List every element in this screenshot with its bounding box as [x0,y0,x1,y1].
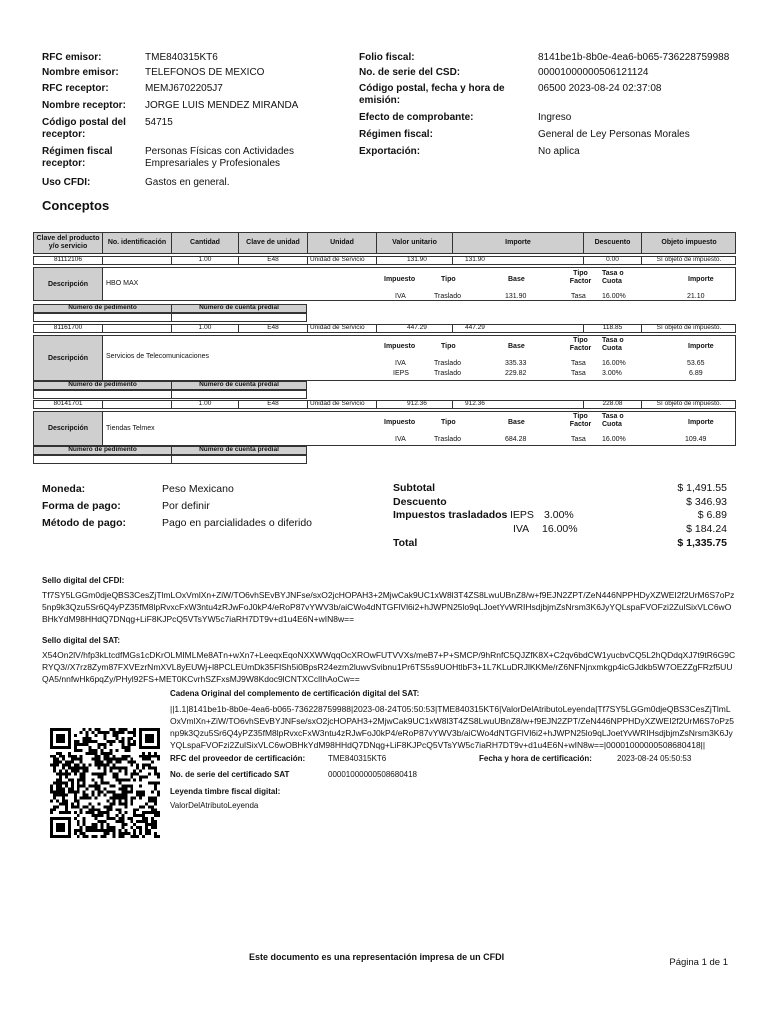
tax-impuesto: IVA [395,293,406,300]
page-number: Página 1 de 1 [669,957,728,968]
cell-clave: 80141701 [34,400,103,409]
descripcion-value: Servicios de Telecomunicaciones [106,353,209,360]
tax-hdr-base: Base [508,419,525,426]
tax-tasa: 16.00% [602,293,626,300]
value-metodo-pago: Pago en parcialidades o diferido [162,517,313,529]
tax-importe: 53.65 [687,360,705,367]
tax-importe: 21.10 [687,293,705,300]
tax-hdr-tasa-cuota: Tasa o Cuota [602,270,624,285]
value-sello-cfdi: Tf7SY5LGGm0djeQBS3CesZjTlmLOxVmlXn+ZiW/TO6vhSEvBYJNFse/sxO2jcHOPAH3+2MjwCak9UC1xW8l3T4ZS8LwuUBnZ8/w+f9EJN2ZPT/ZeN446NPPHDyXZWEI2f2UrM6S7oPz5np9k3Qzu5Sr6Q4yPZ35fM8lpRvxcFxW3ntu4zRJwFoJ0kP4/eRoP87vYWV3b/aiCWo4dNTGFlVl6i2+hJWPN25lo9qLJoetYvWRIHsdjbjmZsNrsm3K6JyYQLspaFVOFzi2ZulSixVLC6wOBHkYdM98HHdQ7DNqg+LiF8KJPcQ5VTsYW5c7iaRH7DT9v+d1u4E6N+wIN8w== [42,590,735,624]
tax-hdr-tipo: Tipo [441,276,456,283]
cell-descuento: 228.08 [584,400,642,409]
tax-base: 335.33 [505,360,527,367]
label-impuestos-trasladados: Impuestos trasladados [393,509,508,521]
value-nombre-emisor: TELEFONOS DE MEXICO [145,67,265,78]
tax-tipo: Traslado [434,293,461,300]
cuenta-predial-label: Número de cuenta predial [199,446,279,453]
value-ieps: $ 6.89 [697,509,727,521]
label-regimen-receptor: Régimen fiscal receptor: [42,146,113,169]
cell-no-id [103,400,172,409]
cell-objeto: Sí objeto de impuesto. [656,400,722,407]
label-cp-receptor: Código postal del receptor: [42,117,126,140]
item-row [33,256,736,265]
th-importe: Importe [453,233,584,253]
label-iva: IVA [513,523,530,535]
cell-unidad: Unidad de Servicio [308,400,377,409]
label-forma-pago: Forma de pago: [42,500,121,512]
tax-hdr-base: Base [508,343,525,350]
pedimento-label: Número de pedimento [34,446,172,455]
tax-hdr-tipo: Tipo [441,343,456,350]
th-descuento: Descuento [584,233,642,253]
tax-hdr-impuesto: Impuesto [384,343,416,350]
label-sello-sat: Sello digital del SAT: [42,636,121,645]
th-objeto-impuesto: Objeto impuesto [661,239,717,246]
tax-hdr-tipo-factor: Tipo Factor [569,413,592,428]
tax-importe: 109.49 [685,436,707,443]
label-cadena-original: Cadena Original del complemento de certificación digital del SAT: [170,689,420,698]
value-regimen-fiscal: General de Ley Personas Morales [538,129,690,140]
cell-cantidad: 1.00 [172,400,239,409]
label-leyenda-timbre: Leyenda timbre fiscal digital: [170,787,281,796]
value-fecha-certificacion: 2023-08-24 05:50:53 [617,754,692,763]
label-regimen-fiscal: Régimen fiscal: [359,129,433,140]
label-serie-certificado-sat: No. de serie del certificado SAT [170,770,290,779]
cell-objeto: Sí objeto de impuesto. [656,324,722,331]
value-cadena-original: ||1.1|8141be1b-8b0e-4ea6-b065-736228759988|2023-08-24T05:50:53|TME840315KT6|ValorDelAtributoLeyenda|Tf7SY5LGGm0djeQBS3CesZjTlmLOxVmlXn+ZiW/TO6vhSEvBYJNFse/sxO2jcHOPAH3+2MjwCak9UC1xW8l3T4ZS8LwuUBnZ8/w+f9EJN2ZPT/ZeN446NPPHDyXZWEI2f2UrM6S7oPz5np9k3Qzu5Sr6Q4yPZ35fM8lpRvxcFxW3ntu4zRJwFoJ0kP4/eRoP87vYWV3b/aiCWo4dNTGFlVl6i2+hJWPN25lo9qLJoetYvWRIHsdjbjmZsNrsm3K6JyYQLspaFVOFzi2ZulSixVLC6wOBHkYdM98HHdQ7DNqg+LiF8KJPcQ5VTsYW5c7iaRH7DT9v+d1u4E6N+wIN8w==|00001000000508680418|| [170,704,734,750]
label-nombre-receptor: Nombre receptor: [42,100,126,111]
tax-hdr-tipo: Tipo [441,419,456,426]
tax-base: 229.82 [505,370,527,377]
tax-hdr-impuesto: Impuesto [384,276,416,283]
tax-tipo: Traslado [434,370,461,377]
label-moneda: Moneda: [42,483,86,495]
th-clave-unidad: Clave de unidad [239,233,308,253]
pedimento-header [33,381,307,390]
tax-factor: Tasa [571,293,586,300]
pedimento-row [33,313,307,322]
cell-importe: 447.29 [453,324,584,333]
value-cp-fecha-emision: 06500 2023-08-24 02:37:08 [538,83,662,94]
label-uso-cfdi: Uso CFDI: [42,177,91,188]
label-fecha-certificacion: Fecha y hora de certificación: [479,754,592,763]
conceptos-title: Conceptos [42,198,110,213]
cell-clave: 81112106 [34,256,103,265]
qr-code-icon [50,728,160,838]
value-leyenda-timbre: ValorDelAtributoLeyenda [170,801,259,810]
descripcion-label: Descripción [34,412,103,445]
value-regimen-receptor: Personas Físicas con Actividades Empresariales y Profesionales [145,146,294,169]
label-folio-fiscal: Folio fiscal: [359,52,415,63]
value-serie-csd: 00001000000506121124 [538,67,649,78]
th-clave: Clave del producto y/o servicio [34,233,103,253]
descripcion-value: Tiendas Telmex [106,425,155,432]
tax-factor: Tasa [571,436,586,443]
tax-base: 131.90 [505,293,527,300]
tax-base: 684.28 [505,436,527,443]
tax-factor: Tasa [571,360,586,367]
cell-clave-unidad: E48 [239,324,308,333]
value-cp-receptor: 54715 [145,117,173,128]
value-efecto-comprobante: Ingreso [538,112,572,123]
cell-clave-unidad: E48 [239,400,308,409]
label-rfc-receptor: RFC receptor: [42,83,109,94]
item-description-box [33,335,736,381]
cell-valor-unitario: 912.36 [377,400,453,409]
value-nombre-receptor: JORGE LUIS MENDEZ MIRANDA [145,100,299,111]
tax-factor: Tasa [571,370,586,377]
pedimento-label: Número de pedimento [34,304,172,313]
footer-note: Este documento es una representación impresa de un CFDI [249,952,505,962]
pedimento-label: Número de pedimento [34,381,172,390]
cell-no-id [103,324,172,333]
cell-unidad: Unidad de Servicio [308,324,377,333]
tax-impuesto: IEPS [393,370,409,377]
cell-unidad: Unidad de Servicio [308,256,377,265]
pedimento-header [33,446,307,455]
conceptos-table-header [33,232,736,254]
label-sello-cfdi: Sello digital del CFDI: [42,576,125,585]
th-no-identificacion: No. identificación [103,233,172,253]
cell-clave-unidad: E48 [239,256,308,265]
cell-no-id [103,256,172,265]
cuenta-predial-label: Número de cuenta predial [199,304,279,311]
value-exportacion: No aplica [538,146,580,157]
tax-hdr-importe: Importe [688,276,714,283]
cell-cantidad: 1.00 [172,324,239,333]
cell-valor-unitario: 131.90 [377,256,453,265]
pedimento-header [33,304,307,313]
tax-hdr-importe: Importe [688,343,714,350]
cuenta-predial-label: Número de cuenta predial [199,381,279,388]
cell-objeto: Sí objeto de impuesto. [656,256,722,263]
pedimento-cell [34,455,172,464]
pedimento-cell [34,313,172,322]
value-folio-fiscal: 8141be1b-8b0e-4ea6-b065-736228759988 [538,52,730,63]
tax-tasa: 3.00% [602,370,622,377]
tax-tasa: 16.00% [602,360,626,367]
value-iva: $ 184.24 [686,523,727,535]
label-subtotal: Subtotal [393,482,435,494]
tax-hdr-impuesto: Impuesto [384,419,416,426]
label-exportacion: Exportación: [359,146,421,157]
tax-hdr-tipo-factor: Tipo Factor [569,270,592,285]
tax-hdr-tipo-factor: Tipo Factor [569,337,592,352]
th-cantidad: Cantidad [172,233,239,253]
tax-impuesto: IVA [395,436,406,443]
tax-hdr-tasa-cuota: Tasa o Cuota [602,413,624,428]
tax-tipo: Traslado [434,360,461,367]
value-uso-cfdi: Gastos en general. [145,177,230,188]
value-ieps-rate: 3.00% [544,509,574,521]
descripcion-label: Descripción [34,268,103,300]
value-forma-pago: Por definir [162,500,210,512]
tax-impuesto: IVA [395,360,406,367]
cell-cantidad: 1.00 [172,256,239,265]
value-rfc-proveedor: TME840315KT6 [328,754,387,763]
cell-importe: 912.36 [453,400,584,409]
label-descuento: Descuento [393,496,447,508]
tax-importe: 6.89 [689,370,703,377]
value-sello-sat: X54On2lV/hfp3kLtcdfMGs1cDKrOLMIMLMe8ATn+wXn7+LeeqxEqoNXXWWqqOcXROwFUTVVXs/meB7+P+SMCP/9hRnfC5QJZfK8X+C2qv6bdCW1yucbvCQ5L2hQDdqXJ7t9tR6G9CRYQ3//X7rz8Zym87FXVEzrNmXVL8yEUWj+l8PCLEUmDk35FlSh5i0BpsR24ezm2luwvSvibnu1Pr6TS5s9UOHtlbF3+1L7KLuDRJlKKMe/rZ6NFNjnxmkgp4icGJdkb5W7OEZZgFRzf5UUQA5/nnfwHk6pqZy/PHyl92FS+MET0KCvrhSZFxsMJ9W8Kdoc9lCNTXCclIhAoCw== [42,650,736,684]
tax-tipo: Traslado [434,436,461,443]
item-row [33,400,736,409]
label-metodo-pago: Método de pago: [42,517,126,529]
cell-descuento: 118.85 [584,324,642,333]
cell-valor-unitario: 447.29 [377,324,453,333]
tax-tasa: 16.00% [602,436,626,443]
cell-clave: 81161700 [34,324,103,333]
value-total: $ 1,335.75 [677,537,727,549]
value-rfc-emisor: TME840315KT6 [145,52,218,63]
label-efecto-comprobante: Efecto de comprobante: [359,112,474,123]
label-rfc-emisor: RFC emisor: [42,52,102,63]
value-descuento: $ 346.93 [686,496,727,508]
pedimento-row [33,455,307,464]
value-moneda: Peso Mexicano [162,483,234,495]
cell-descuento: 0.00 [584,256,642,265]
tax-hdr-tasa-cuota: Tasa o Cuota [602,337,624,352]
value-serie-certificado-sat: 00001000000508680418 [328,770,417,779]
item-row [33,324,736,333]
label-serie-csd: No. de serie del CSD: [359,67,461,78]
value-rfc-receptor: MEMJ6702205J7 [145,83,223,94]
pedimento-cell [34,390,172,399]
label-cp-fecha-emision: Código postal, fecha y hora de emisión: [359,83,505,106]
label-ieps: IEPS [510,509,534,521]
tax-hdr-base: Base [508,276,525,283]
label-total: Total [393,537,418,549]
value-iva-rate: 16.00% [542,523,578,535]
value-subtotal: $ 1,491.55 [677,482,727,494]
descripcion-value: HBO MAX [106,280,139,287]
th-unidad: Unidad [308,233,377,253]
label-nombre-emisor: Nombre emisor: [42,67,119,78]
cell-importe: 131.90 [453,256,584,265]
label-rfc-proveedor: RFC del proveedor de certificación: [170,754,306,763]
descripcion-label: Descripción [34,336,103,380]
th-valor-unitario: Valor unitario [377,233,453,253]
tax-hdr-importe: Importe [688,419,714,426]
item-description-box [33,411,736,446]
item-description-box [33,267,736,301]
pedimento-row [33,390,307,399]
